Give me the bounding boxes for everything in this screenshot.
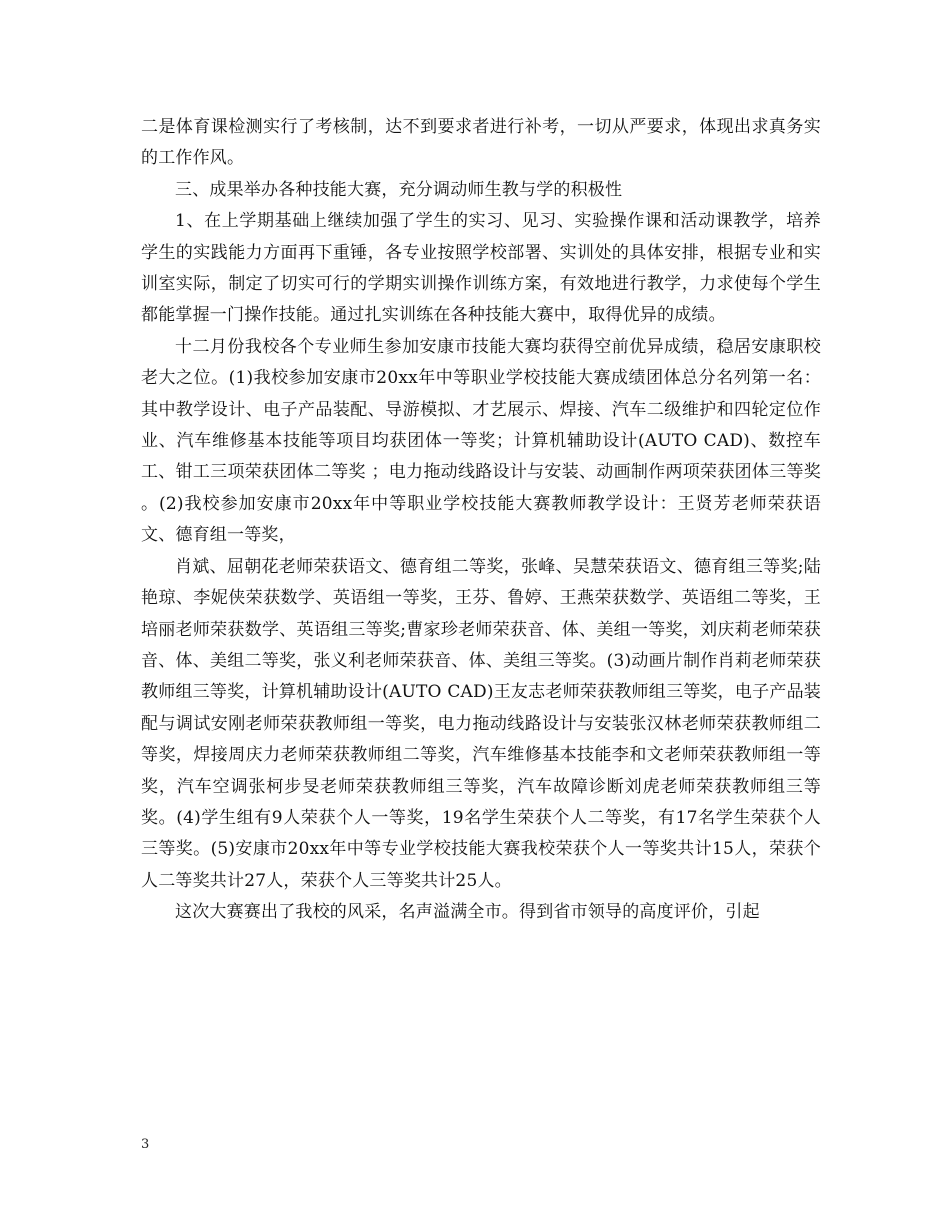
section-heading: 三、成果举办各种技能大赛，充分调动师生教与学的积极性 [175,179,623,200]
paragraph: 肖斌、屈朝花老师荣获语文、德育组二等奖，张峰、吴慧荣获语文、德育组三等奖;陆艳琼、李妮侠荣获数学、英语组一等奖，王芬、鲁婷、王燕荣获数学、英语组二等奖，王培丽老师荣获数学、英语组三等奖;曹家珍老师荣获音、体、美组一等奖，刘庆莉老师荣获音、体、美组二等奖，张义利老师荣获音、体、美组三等奖。(3)动画片制作肖莉老师荣获教师组三等奖，计算机辅助设计(AUTO CAD)王友志老师荣获教师组三等奖，电子产品装配与调试安刚老师荣获教师组一等奖，电力拖动线路设计与安装张汉林老师荣获教师组二等奖，焊接周庆力老师荣获教师组二等奖，汽车维修基本技能李和文老师荣获教师组一等奖，汽车空调张柯步旻老师荣获教师组三等奖，汽车故障诊断刘虎老师荣获教师组三等奖。(4)学生组有9人荣获个人一等奖，19名学生荣获个人二等奖，有17名学生荣获个人三等奖。(5)安康市20xx年中等专业学校技能大赛我校荣获个人一等奖共计15人，荣获个人二等奖共计27人，荣获个人三等奖共计25人。 [141,556,821,891]
paragraph-continuation: 二是体育课检测实行了考核制，达不到要求者进行补考，一切从严要求，体现出求真务实的工作作风。 [141,117,821,169]
paragraph: 十二月份我校各个专业师生参加安康市技能大赛均获得空前优异成绩，稳居安康职校老大之位。(1)我校参加安康市20xx年中等职业学校技能大赛成绩团体总分名列第一名：其中教学设计、电子产品装配、导游模拟、才艺展示、焊接、汽车二级维护和四轮定位作业、汽车维修基本技能等项目均获团体一等奖；计算机辅助设计(AUTO CAD)、数控车工、钳工三项荣获团体二等奖 ；电力拖动线路设计与安装、动画制作两项荣获团体三等奖 。(2)我校参加安康市20xx年中等职业学校技能大赛教师教学设计：王贤芳老师荣获语文、德育组一等奖， [141,336,821,546]
page-number: 3 [141,1137,150,1152]
paragraph: 1、在上学期基础上继续加强了学生的实习、见习、实验操作课和活动课教学，培养学生的实践能力方面再下重锤，各专业按照学校部署、实训处的具体安排，根据专业和实训室实际，制定了切实可行的学期实训操作训练方案，有效地进行教学，力求使每个学生都能掌握一门操作技能。通过扎实训练在各种技能大赛中，取得优异的成绩。 [141,211,821,326]
paragraph: 这次大赛赛出了我校的风采，名声溢满全市。得到省市领导的高度评价，引起 [175,902,760,923]
document-body [141,112,821,929]
